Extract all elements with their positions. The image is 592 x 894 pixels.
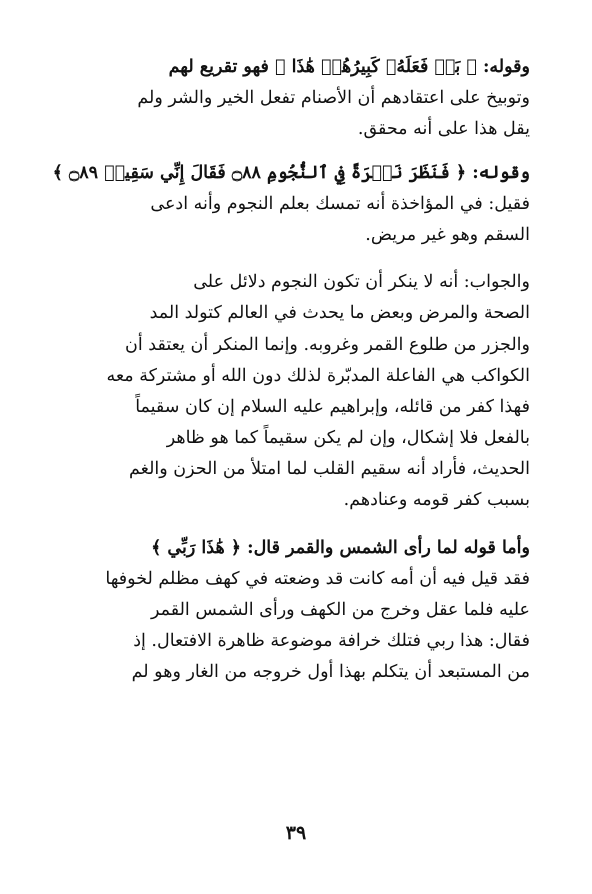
text-line: وأما قوله لما رأى الشمس والقمر قال: ﴿ هَٰذَا رَبِّي ﴾ [151, 537, 530, 558]
text-line: يقل هذا على أنه محقق. [357, 119, 530, 140]
text-line: وتوبيخ على اعتقادهم أن الأصنام تفعل الخير والشر ولم [137, 88, 530, 109]
page-number: ٣٩ [285, 822, 307, 844]
text-line: والجزر من طلوع القمر وغروبه. وإنما المنكر أن يعتقد أن [125, 334, 530, 355]
text-line: فقال: هذا ربي فتلك خرافة موضوعة ظاهرة الافتعال. إذ [133, 631, 530, 652]
text-line: وقوله: ﴿ بَلۡ فَعَلَهُۥ كَبِيرُهُمۡ هَٰذَا ﴾ فهو تقريع لهم [168, 57, 530, 77]
text-line: فقيل: في المؤاخذة أنه تمسك بعلم النجوم وأنه ادعى [150, 193, 530, 214]
text-line: والجواب: أنه لا ينكر أن تكون النجوم دلائل على [193, 272, 530, 293]
text-line: عليه فلما عقل وخرج من الكهف ورأى الشمس القمر [150, 600, 530, 620]
text-line: بسبب كفر قومه وعنادهم. [343, 490, 530, 511]
text-line: الكواكب هي الفاعلة المدبّرة لذلك دون الله أو مشتركة معه [106, 365, 530, 386]
text-line: بالفعل فلا إشكال، وإن لم يكن سقيماً كما هو ظاهر [166, 428, 530, 449]
text-line: الصحة والمرض وبعض ما يحدث في العالم كتولد المد [149, 303, 530, 324]
text-line: وقوله: ﴿ فَنَظَرَ نَظۡرَةً فِي ٱلنُّجُومِ ۝٨٨ فَقَالَ إِنِّي سَقِيمٞ ۝٨٩ ﴾ [52, 162, 530, 183]
text-line: فقد قيل فيه أن أمه كانت قد وضعته في كهف مظلم لخوفها [105, 568, 530, 589]
text-line: فهذا كفر من قائله، وإبراهيم عليه السلام إن كان سقيماً [135, 396, 530, 417]
text-line: من المستبعد أن يتكلم بهذا أول خروجه من الغار وهو لم [131, 662, 530, 683]
body-text [52, 52, 530, 689]
text-line: الحديث، فأراد أنه سقيم القلب لما امتلأ من الحزن والغم [129, 459, 530, 480]
text-line: السقم وهو غير مريض. [365, 224, 530, 245]
